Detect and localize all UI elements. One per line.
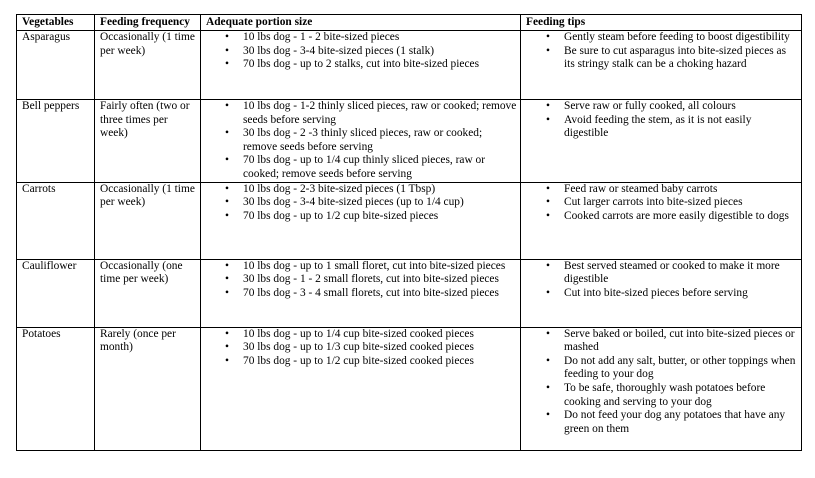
- tip-item: • Avoid feeding the stem, as it is not easily digestible: [526, 114, 798, 141]
- table-row-asparagus: [17, 31, 802, 100]
- portion-list: [206, 31, 517, 72]
- tip-item: • Be sure to cut asparagus into bite-sized pieces as its stringy stalk can be a choking hazard: [526, 45, 798, 72]
- tip-item: • Serve baked or boiled, cut into bite-sized pieces or mashed: [526, 328, 798, 355]
- tips-cell: [521, 182, 802, 259]
- table-row-carrots: [17, 182, 802, 259]
- portion-item: • 30 lbs dog - 1 - 2 small florets, cut into bite-sized pieces: [206, 273, 517, 287]
- tip-item: • Gently steam before feeding to boost digestibility: [526, 31, 798, 45]
- portion-item: • 10 lbs dog - 2-3 bite-sized pieces (1 Tbsp): [206, 183, 517, 197]
- portion-item: • 70 lbs dog - 3 - 4 small florets, cut into bite-sized pieces: [206, 287, 517, 301]
- portion-list: [206, 260, 517, 301]
- tip-item: • Do not feed your dog any potatoes that have any green on them: [526, 409, 798, 436]
- portion-item: • 70 lbs dog - up to 2 stalks, cut into bite-sized pieces: [206, 58, 517, 72]
- tip-item: • Best served steamed or cooked to make it more digestible: [526, 260, 798, 287]
- portion-cell: [201, 182, 521, 259]
- portion-item: • 70 lbs dog - up to 1/2 cup bite-sized cooked pieces: [206, 355, 517, 369]
- table-row-bell-peppers: [17, 100, 802, 183]
- header-portion-size: Adequate portion size: [201, 15, 521, 31]
- tips-cell: [521, 31, 802, 100]
- vegetable-cell: Bell peppers: [17, 100, 95, 183]
- portion-item: • 30 lbs dog - 3-4 bite-sized pieces (1 stalk): [206, 45, 517, 59]
- header-feeding-frequency: Feeding frequency: [95, 15, 201, 31]
- table-row-cauliflower: [17, 259, 802, 327]
- frequency-cell: Rarely (once per month): [95, 327, 201, 450]
- vegetable-cell: Asparagus: [17, 31, 95, 100]
- portion-item: • 10 lbs dog - up to 1 small floret, cut into bite-sized pieces: [206, 260, 517, 274]
- vegetable-cell: Potatoes: [17, 327, 95, 450]
- portion-item: • 70 lbs dog - up to 1/2 cup bite-sized pieces: [206, 210, 517, 224]
- tips-list: [526, 31, 798, 72]
- portion-item: • 10 lbs dog - 1-2 thinly sliced pieces, raw or cooked; remove seeds before serving: [206, 100, 517, 127]
- header-feeding-tips: Feeding tips: [521, 15, 802, 31]
- tip-item: • Feed raw or steamed baby carrots: [526, 183, 798, 197]
- portion-item: • 30 lbs dog - 2 -3 thinly sliced pieces, raw or cooked; remove seeds before serving: [206, 127, 517, 154]
- tip-item: • Cut larger carrots into bite-sized pieces: [526, 196, 798, 210]
- tip-item: • Do not add any salt, butter, or other toppings when feeding to your dog: [526, 355, 798, 382]
- portion-item: • 70 lbs dog - up to 1/4 cup thinly sliced pieces, raw or cooked; remove seeds before serving: [206, 154, 517, 181]
- tips-cell: [521, 259, 802, 327]
- portion-list: [206, 328, 517, 369]
- portion-cell: [201, 259, 521, 327]
- tip-item: • Serve raw or fully cooked, all colours: [526, 100, 798, 114]
- header-vegetables: Vegetables: [17, 15, 95, 31]
- tips-list: [526, 328, 798, 437]
- tips-cell: [521, 100, 802, 183]
- vegetable-cell: Cauliflower: [17, 259, 95, 327]
- portion-cell: [201, 100, 521, 183]
- portion-cell: [201, 31, 521, 100]
- portion-item: • 10 lbs dog - 1 - 2 bite-sized pieces: [206, 31, 517, 45]
- vegetable-cell: Carrots: [17, 182, 95, 259]
- frequency-cell: Occasionally (1 time per week): [95, 182, 201, 259]
- table-row-potatoes: [17, 327, 802, 450]
- vegetable-feeding-table: [16, 14, 802, 451]
- portion-item: • 30 lbs dog - 3-4 bite-sized pieces (up to 1/4 cup): [206, 196, 517, 210]
- tips-list: [526, 100, 798, 141]
- tips-cell: [521, 327, 802, 450]
- portion-cell: [201, 327, 521, 450]
- tip-item: • Cut into bite-sized pieces before serving: [526, 287, 798, 301]
- tip-item: • Cooked carrots are more easily digestible to dogs: [526, 210, 798, 224]
- portion-item: • 10 lbs dog - up to 1/4 cup bite-sized cooked pieces: [206, 328, 517, 342]
- frequency-cell: Occasionally (one time per week): [95, 259, 201, 327]
- tips-list: [526, 260, 798, 301]
- portion-item: • 30 lbs dog - up to 1/3 cup bite-sized cooked pieces: [206, 341, 517, 355]
- portion-list: [206, 183, 517, 224]
- frequency-cell: Occasionally (1 time per week): [95, 31, 201, 100]
- frequency-cell: Fairly often (two or three times per week): [95, 100, 201, 183]
- header-row: [17, 15, 802, 31]
- portion-list: [206, 100, 517, 182]
- tip-item: • To be safe, thoroughly wash potatoes before cooking and serving to your dog: [526, 382, 798, 409]
- tips-list: [526, 183, 798, 224]
